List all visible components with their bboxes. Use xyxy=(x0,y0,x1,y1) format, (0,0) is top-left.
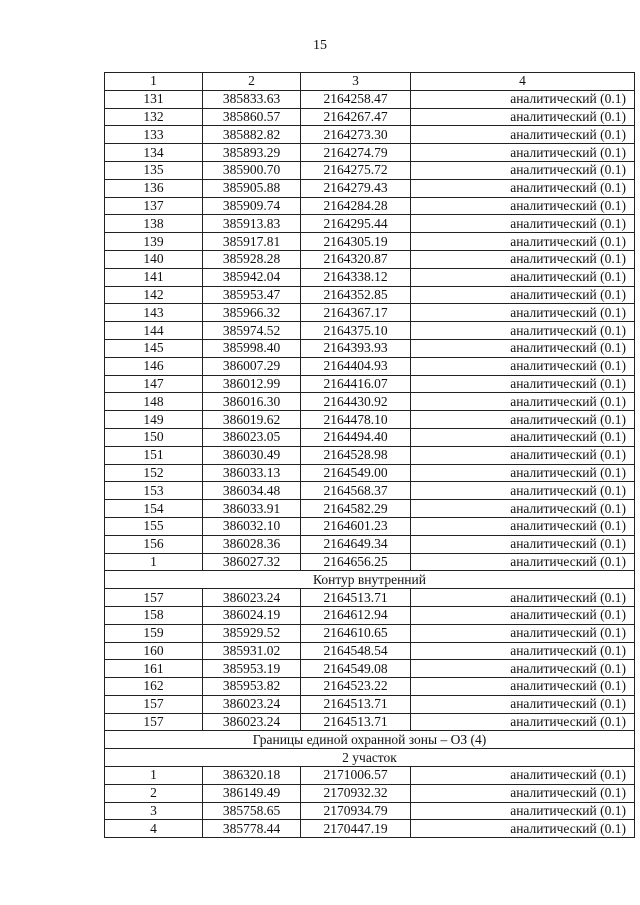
method-cell: аналитический (0.1) xyxy=(411,411,635,429)
y-coordinate-cell: 2164612.94 xyxy=(301,606,411,624)
x-coordinate-cell: 386032.10 xyxy=(203,517,301,535)
section-heading-row xyxy=(105,749,635,767)
y-coordinate-cell: 2164275.72 xyxy=(301,161,411,179)
method-cell: аналитический (0.1) xyxy=(411,553,635,571)
x-coordinate-cell: 386023.24 xyxy=(203,713,301,731)
table-row xyxy=(105,517,635,535)
table-row xyxy=(105,428,635,446)
method-cell: аналитический (0.1) xyxy=(411,767,635,785)
point-number-cell: 133 xyxy=(105,126,203,144)
y-coordinate-cell: 2164416.07 xyxy=(301,375,411,393)
x-coordinate-cell: 385966.32 xyxy=(203,304,301,322)
method-cell: аналитический (0.1) xyxy=(411,286,635,304)
y-coordinate-cell: 2164582.29 xyxy=(301,500,411,518)
x-coordinate-cell: 386033.91 xyxy=(203,500,301,518)
method-cell: аналитический (0.1) xyxy=(411,322,635,340)
table-row xyxy=(105,375,635,393)
y-coordinate-cell: 2164513.71 xyxy=(301,695,411,713)
x-coordinate-cell: 386007.29 xyxy=(203,357,301,375)
method-cell: аналитический (0.1) xyxy=(411,482,635,500)
point-number-cell: 157 xyxy=(105,589,203,607)
method-cell: аналитический (0.1) xyxy=(411,642,635,660)
y-coordinate-cell: 2164656.25 xyxy=(301,553,411,571)
y-coordinate-cell: 2164528.98 xyxy=(301,446,411,464)
table-row xyxy=(105,233,635,251)
y-coordinate-cell: 2164274.79 xyxy=(301,144,411,162)
method-cell: аналитический (0.1) xyxy=(411,144,635,162)
y-coordinate-cell: 2164338.12 xyxy=(301,268,411,286)
x-coordinate-cell: 385758.65 xyxy=(203,802,301,820)
y-coordinate-cell: 2164548.54 xyxy=(301,642,411,660)
y-coordinate-cell: 2164478.10 xyxy=(301,411,411,429)
y-coordinate-cell: 2164523.22 xyxy=(301,678,411,696)
point-number-cell: 140 xyxy=(105,250,203,268)
y-coordinate-cell: 2164601.23 xyxy=(301,517,411,535)
table-row xyxy=(105,784,635,802)
x-coordinate-cell: 386019.62 xyxy=(203,411,301,429)
x-coordinate-cell: 385953.19 xyxy=(203,660,301,678)
header-cell: 4 xyxy=(411,73,635,91)
y-coordinate-cell: 2164295.44 xyxy=(301,215,411,233)
x-coordinate-cell: 385953.47 xyxy=(203,286,301,304)
x-coordinate-cell: 385929.52 xyxy=(203,624,301,642)
table-row xyxy=(105,606,635,624)
method-cell: аналитический (0.1) xyxy=(411,357,635,375)
method-cell: аналитический (0.1) xyxy=(411,126,635,144)
method-cell: аналитический (0.1) xyxy=(411,784,635,802)
point-number-cell: 131 xyxy=(105,90,203,108)
table-row xyxy=(105,535,635,553)
point-number-cell: 160 xyxy=(105,642,203,660)
y-coordinate-cell: 2170932.32 xyxy=(301,784,411,802)
point-number-cell: 159 xyxy=(105,624,203,642)
point-number-cell: 153 xyxy=(105,482,203,500)
point-number-cell: 142 xyxy=(105,286,203,304)
table-row xyxy=(105,695,635,713)
x-coordinate-cell: 385917.81 xyxy=(203,233,301,251)
method-cell: аналитический (0.1) xyxy=(411,179,635,197)
section-heading: Контур внутренний xyxy=(105,571,635,589)
method-cell: аналитический (0.1) xyxy=(411,233,635,251)
y-coordinate-cell: 2164549.00 xyxy=(301,464,411,482)
point-number-cell: 156 xyxy=(105,535,203,553)
y-coordinate-cell: 2164494.40 xyxy=(301,428,411,446)
x-coordinate-cell: 385833.63 xyxy=(203,90,301,108)
y-coordinate-cell: 2171006.57 xyxy=(301,767,411,785)
point-number-cell: 138 xyxy=(105,215,203,233)
table-row xyxy=(105,108,635,126)
point-number-cell: 1 xyxy=(105,767,203,785)
method-cell: аналитический (0.1) xyxy=(411,713,635,731)
point-number-cell: 2 xyxy=(105,784,203,802)
method-cell: аналитический (0.1) xyxy=(411,606,635,624)
table-row xyxy=(105,660,635,678)
point-number-cell: 137 xyxy=(105,197,203,215)
table-row xyxy=(105,322,635,340)
x-coordinate-cell: 386023.24 xyxy=(203,695,301,713)
table-row xyxy=(105,446,635,464)
x-coordinate-cell: 385974.52 xyxy=(203,322,301,340)
y-coordinate-cell: 2164279.43 xyxy=(301,179,411,197)
page-number: 15 xyxy=(313,38,327,53)
x-coordinate-cell: 386023.24 xyxy=(203,589,301,607)
x-coordinate-cell: 386034.48 xyxy=(203,482,301,500)
y-coordinate-cell: 2164367.17 xyxy=(301,304,411,322)
table-row xyxy=(105,464,635,482)
method-cell: аналитический (0.1) xyxy=(411,517,635,535)
point-number-cell: 157 xyxy=(105,695,203,713)
point-number-cell: 141 xyxy=(105,268,203,286)
point-number-cell: 146 xyxy=(105,357,203,375)
x-coordinate-cell: 385882.82 xyxy=(203,126,301,144)
method-cell: аналитический (0.1) xyxy=(411,589,635,607)
method-cell: аналитический (0.1) xyxy=(411,375,635,393)
section-heading: Границы единой охранной зоны – ОЗ (4) xyxy=(105,731,635,749)
x-coordinate-cell: 386320.18 xyxy=(203,767,301,785)
y-coordinate-cell: 2164393.93 xyxy=(301,339,411,357)
table-row xyxy=(105,339,635,357)
method-cell: аналитический (0.1) xyxy=(411,268,635,286)
x-coordinate-cell: 385900.70 xyxy=(203,161,301,179)
x-coordinate-cell: 386033.13 xyxy=(203,464,301,482)
point-number-cell: 143 xyxy=(105,304,203,322)
section-heading-row xyxy=(105,731,635,749)
method-cell: аналитический (0.1) xyxy=(411,393,635,411)
table-row xyxy=(105,126,635,144)
header-cell: 2 xyxy=(203,73,301,91)
table-row xyxy=(105,90,635,108)
x-coordinate-cell: 385778.44 xyxy=(203,820,301,838)
y-coordinate-cell: 2164404.93 xyxy=(301,357,411,375)
point-number-cell: 136 xyxy=(105,179,203,197)
section-heading-row xyxy=(105,571,635,589)
table-row xyxy=(105,250,635,268)
method-cell: аналитический (0.1) xyxy=(411,108,635,126)
y-coordinate-cell: 2164568.37 xyxy=(301,482,411,500)
x-coordinate-cell: 385928.28 xyxy=(203,250,301,268)
table-row xyxy=(105,500,635,518)
method-cell: аналитический (0.1) xyxy=(411,678,635,696)
table-row xyxy=(105,304,635,322)
point-number-cell: 144 xyxy=(105,322,203,340)
point-number-cell: 157 xyxy=(105,713,203,731)
table-row xyxy=(105,713,635,731)
table-row xyxy=(105,286,635,304)
table-row xyxy=(105,393,635,411)
method-cell: аналитический (0.1) xyxy=(411,90,635,108)
x-coordinate-cell: 385909.74 xyxy=(203,197,301,215)
point-number-cell: 151 xyxy=(105,446,203,464)
table-body xyxy=(105,90,635,837)
y-coordinate-cell: 2164273.30 xyxy=(301,126,411,144)
method-cell: аналитический (0.1) xyxy=(411,161,635,179)
point-number-cell: 1 xyxy=(105,553,203,571)
x-coordinate-cell: 386028.36 xyxy=(203,535,301,553)
x-coordinate-cell: 385931.02 xyxy=(203,642,301,660)
method-cell: аналитический (0.1) xyxy=(411,464,635,482)
table-row xyxy=(105,678,635,696)
x-coordinate-cell: 386024.19 xyxy=(203,606,301,624)
table-row xyxy=(105,161,635,179)
y-coordinate-cell: 2164549.08 xyxy=(301,660,411,678)
coordinates-table xyxy=(104,72,635,838)
method-cell: аналитический (0.1) xyxy=(411,339,635,357)
point-number-cell: 152 xyxy=(105,464,203,482)
point-number-cell: 158 xyxy=(105,606,203,624)
point-number-cell: 155 xyxy=(105,517,203,535)
y-coordinate-cell: 2164375.10 xyxy=(301,322,411,340)
table-row xyxy=(105,820,635,838)
point-number-cell: 132 xyxy=(105,108,203,126)
point-number-cell: 139 xyxy=(105,233,203,251)
method-cell: аналитический (0.1) xyxy=(411,660,635,678)
method-cell: аналитический (0.1) xyxy=(411,535,635,553)
table-row xyxy=(105,553,635,571)
table-row xyxy=(105,767,635,785)
method-cell: аналитический (0.1) xyxy=(411,197,635,215)
method-cell: аналитический (0.1) xyxy=(411,446,635,464)
y-coordinate-cell: 2164258.47 xyxy=(301,90,411,108)
y-coordinate-cell: 2164352.85 xyxy=(301,286,411,304)
y-coordinate-cell: 2164320.87 xyxy=(301,250,411,268)
point-number-cell: 135 xyxy=(105,161,203,179)
x-coordinate-cell: 386012.99 xyxy=(203,375,301,393)
y-coordinate-cell: 2164513.71 xyxy=(301,589,411,607)
y-coordinate-cell: 2164610.65 xyxy=(301,624,411,642)
y-coordinate-cell: 2164284.28 xyxy=(301,197,411,215)
method-cell: аналитический (0.1) xyxy=(411,500,635,518)
x-coordinate-cell: 385860.57 xyxy=(203,108,301,126)
header-cell: 1 xyxy=(105,73,203,91)
table-row xyxy=(105,802,635,820)
method-cell: аналитический (0.1) xyxy=(411,250,635,268)
y-coordinate-cell: 2164267.47 xyxy=(301,108,411,126)
point-number-cell: 148 xyxy=(105,393,203,411)
method-cell: аналитический (0.1) xyxy=(411,428,635,446)
y-coordinate-cell: 2164649.34 xyxy=(301,535,411,553)
method-cell: аналитический (0.1) xyxy=(411,624,635,642)
method-cell: аналитический (0.1) xyxy=(411,695,635,713)
method-cell: аналитический (0.1) xyxy=(411,820,635,838)
header-cell: 3 xyxy=(301,73,411,91)
table-row xyxy=(105,411,635,429)
point-number-cell: 162 xyxy=(105,678,203,696)
x-coordinate-cell: 386023.05 xyxy=(203,428,301,446)
table-row xyxy=(105,642,635,660)
table-header-row xyxy=(105,73,635,91)
table-row xyxy=(105,589,635,607)
point-number-cell: 161 xyxy=(105,660,203,678)
point-number-cell: 145 xyxy=(105,339,203,357)
point-number-cell: 134 xyxy=(105,144,203,162)
x-coordinate-cell: 386027.32 xyxy=(203,553,301,571)
point-number-cell: 150 xyxy=(105,428,203,446)
y-coordinate-cell: 2164513.71 xyxy=(301,713,411,731)
method-cell: аналитический (0.1) xyxy=(411,215,635,233)
method-cell: аналитический (0.1) xyxy=(411,802,635,820)
method-cell: аналитический (0.1) xyxy=(411,304,635,322)
x-coordinate-cell: 385998.40 xyxy=(203,339,301,357)
table-row xyxy=(105,215,635,233)
point-number-cell: 4 xyxy=(105,820,203,838)
x-coordinate-cell: 385942.04 xyxy=(203,268,301,286)
y-coordinate-cell: 2170447.19 xyxy=(301,820,411,838)
point-number-cell: 154 xyxy=(105,500,203,518)
table-row xyxy=(105,357,635,375)
x-coordinate-cell: 385953.82 xyxy=(203,678,301,696)
table-row xyxy=(105,482,635,500)
table-row xyxy=(105,197,635,215)
x-coordinate-cell: 385893.29 xyxy=(203,144,301,162)
x-coordinate-cell: 386016.30 xyxy=(203,393,301,411)
x-coordinate-cell: 385905.88 xyxy=(203,179,301,197)
point-number-cell: 147 xyxy=(105,375,203,393)
x-coordinate-cell: 386030.49 xyxy=(203,446,301,464)
point-number-cell: 3 xyxy=(105,802,203,820)
y-coordinate-cell: 2164305.19 xyxy=(301,233,411,251)
table-row xyxy=(105,144,635,162)
table-row xyxy=(105,179,635,197)
table-row xyxy=(105,624,635,642)
point-number-cell: 149 xyxy=(105,411,203,429)
y-coordinate-cell: 2164430.92 xyxy=(301,393,411,411)
table-row xyxy=(105,268,635,286)
x-coordinate-cell: 386149.49 xyxy=(203,784,301,802)
y-coordinate-cell: 2170934.79 xyxy=(301,802,411,820)
x-coordinate-cell: 385913.83 xyxy=(203,215,301,233)
section-heading: 2 участок xyxy=(105,749,635,767)
